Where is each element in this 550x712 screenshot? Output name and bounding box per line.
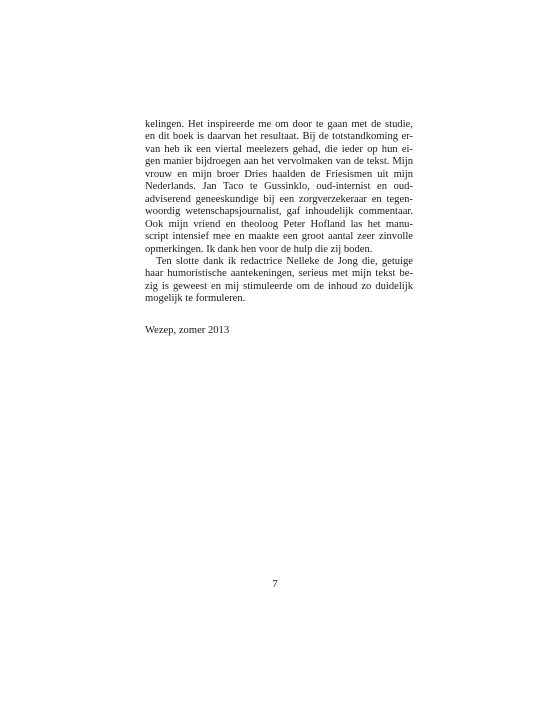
- text-line: gen manier bijdroegen aan het vervolmaken van de tekst. Mijn: [145, 156, 413, 168]
- text-line: mogelijk te formuleren.: [145, 293, 246, 305]
- text-line: opmerkingen. Ik dank hen voor de hulp die zij boden.: [145, 243, 373, 255]
- text-line: Ook mijn vriend en theoloog Peter Hofland las het manu-: [145, 218, 413, 230]
- text-line: zig is geweest en mij stimuleerde om de inhoud zo duidelijk: [145, 280, 413, 292]
- paragraph-editor-thanks: [145, 256, 413, 306]
- text-line: adviserend geneeskundige bij een zorgverzekeraar en tegen-: [145, 193, 413, 205]
- text-line: haar humoristische aantekeningen, serieus met mijn tekst be-: [145, 268, 413, 280]
- page-number: 7: [272, 578, 278, 590]
- text-line: woordig wetenschapsjournalist, gaf inhoudelijk commentaar.: [145, 206, 413, 218]
- text-line: Ten slotte dank ik redactrice Nelleke de Jong die, getuige: [156, 255, 413, 267]
- text-line: van heb ik een viertal meelezers gehad, die ieder op hun ei-: [145, 143, 413, 155]
- place-date-signoff: Wezep, zomer 2013: [145, 325, 230, 336]
- text-line: vrouw en mijn broer Dries haalden de Friesismen uit mijn: [145, 168, 413, 180]
- text-line: Nederlands. Jan Taco te Gussinklo, oud-internist en oud-: [145, 181, 413, 193]
- text-line: kelingen. Het inspireerde me om door te gaan met de studie,: [145, 119, 413, 130]
- body-text: [145, 119, 413, 306]
- text-line: en dit boek is daarvan het resultaat. Bij de totstandkoming er-: [145, 131, 413, 143]
- text-line: script intensief mee en maakte een groot aantal zeer zinvolle: [145, 231, 413, 243]
- paragraph-acknowledgements: [145, 119, 413, 256]
